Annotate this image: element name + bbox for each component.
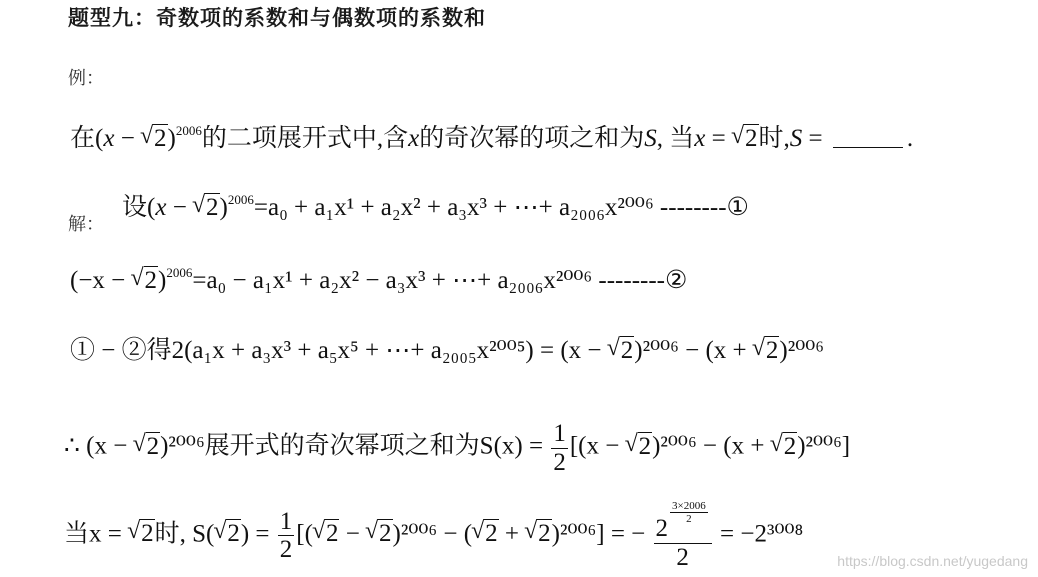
problem-eq1: = — [705, 125, 732, 152]
eq5-result: = −2³⁰⁰⁸ — [713, 520, 804, 548]
frac-numerator: 1 — [279, 507, 293, 535]
equation-2 — [70, 266, 687, 293]
problem-S: S — [644, 125, 657, 152]
eq3-lead: ① − ②得2(a₁x + a₃x³ + a₅x⁵ + ⋯+ a₂₀₀₅x²⁰⁰⁵) = (x − — [70, 337, 608, 364]
sqrt-symbol — [314, 521, 340, 546]
eq2-exp: 2006 — [166, 265, 193, 280]
answer-blank — [833, 147, 903, 148]
section-title: 题型九：奇数项的系数和与偶数项的系数和 — [68, 6, 486, 30]
watermark: https://blog.csdn.net/yugedang — [837, 553, 1028, 569]
problem-text4: 时, — [758, 125, 790, 152]
eq4-sqrt2b: 2 — [638, 432, 652, 460]
eq5-eq: ) = — [240, 520, 276, 548]
sqrt-symbol — [627, 434, 653, 459]
fraction-power — [654, 500, 712, 571]
eq5-p2: − — [339, 520, 367, 548]
sqrt-symbol — [142, 126, 168, 151]
eq5-sqrt2f: 2 — [538, 520, 551, 548]
equation-3 — [70, 338, 824, 363]
eq1-rhs: =a₀ + a₁x¹ + a₂x² + a₃x³ + ⋯+ a₂₀₀₆x²⁰⁰⁶ --------① — [253, 194, 749, 221]
problem-prefix: 在( — [70, 125, 104, 152]
power-denominator: 2 — [676, 543, 689, 571]
fraction-half — [551, 420, 568, 476]
problem-minus: − — [114, 125, 142, 152]
sqrt-symbol — [194, 195, 220, 220]
problem-eq2: = — [802, 125, 829, 152]
frac-numerator: 1 — [553, 420, 566, 447]
example-label: 例： — [68, 68, 104, 89]
eq1-close: ) — [219, 194, 228, 221]
eq5-sqrt2e: 2 — [485, 520, 498, 548]
eq4-sqrt2c: 2 — [783, 432, 797, 460]
power-base: 2 — [655, 515, 669, 543]
eq5-lead: 当x = — [64, 520, 129, 548]
sqrt-symbol — [772, 434, 798, 459]
eq1-minus: − — [166, 194, 194, 221]
exp-denominator: 2 — [686, 513, 692, 526]
sqrt-symbol-2 — [733, 126, 759, 151]
sqrt-symbol — [135, 434, 161, 459]
eq4-tail3: )²⁰⁰⁶] — [797, 432, 851, 460]
sqrt-symbol — [367, 521, 393, 546]
problem-text3: , 当 — [656, 125, 695, 152]
fraction-half — [278, 508, 295, 564]
eq5-sqrt2b: 2 — [227, 520, 240, 548]
equation-1 — [122, 193, 749, 220]
sqrt-symbol — [754, 338, 780, 363]
eq4-tail1: [(x − — [569, 432, 626, 460]
problem-text1: 的二项展开式中,含 — [201, 125, 409, 152]
eq4-mid: )²⁰⁰⁶展开式的奇次幂项之和为S(x) = — [160, 432, 550, 460]
exponent-fraction — [670, 500, 708, 525]
solution-label: 解： — [68, 214, 104, 235]
problem-S2: S — [789, 125, 803, 152]
sqrt-symbol — [526, 521, 552, 546]
eq3-sqrt2b: 2 — [765, 337, 779, 364]
problem-text2: 的奇次幂的项之和为 — [419, 125, 645, 152]
eq1-lead: 设( — [122, 194, 156, 221]
eq3-sqrt2a: 2 — [620, 337, 634, 364]
problem-end: . — [906, 125, 914, 152]
power-numerator — [654, 500, 712, 544]
sqrt-symbol — [133, 268, 159, 293]
sqrt-symbol — [215, 521, 241, 546]
eq1-sqrt2: 2 — [206, 194, 219, 221]
eq5-p4: + — [498, 520, 526, 548]
sqrt-symbol — [129, 521, 155, 546]
eq2-rhs: =a₀ − a₁x¹ + a₂x² − a₃x³ + ⋯+ a₂₀₀₆x²⁰⁰⁶ --------② — [192, 267, 688, 294]
eq5-mid: 时, S( — [154, 520, 215, 548]
eq4-lead: ∴ (x − — [64, 432, 134, 460]
eq5-p3: )²⁰⁰⁶ − ( — [392, 520, 473, 548]
problem-close: ) — [167, 125, 176, 152]
problem-statement — [70, 124, 913, 151]
eq1-exp: 2006 — [227, 192, 254, 207]
eq3-mid: )²⁰⁰⁶ − (x + — [634, 337, 753, 364]
eq5-sqrt2c: 2 — [325, 520, 339, 548]
eq1-x: x — [155, 194, 167, 221]
eq4-tail2: )²⁰⁰⁶ − (x + — [652, 432, 771, 460]
sqrt-symbol — [609, 338, 635, 363]
sqrt-2: 2 — [154, 125, 167, 152]
eq4-sqrt2a: 2 — [146, 432, 160, 460]
problem-x2: x — [408, 125, 420, 152]
eq5-p5: )²⁰⁰⁶] = − — [551, 520, 652, 548]
eq2-close: ) — [158, 267, 167, 294]
problem-exponent: 2006 — [175, 123, 202, 138]
eq5-sqrt2a: 2 — [141, 520, 154, 548]
eq5-p1: [( — [296, 520, 313, 548]
eq5-sqrt2d: 2 — [379, 520, 392, 548]
sqrt-2b: 2 — [745, 125, 758, 152]
eq2-lead: (−x − — [70, 267, 132, 294]
exp-numerator: 3×2006 — [672, 500, 706, 512]
equation-4 — [64, 420, 850, 476]
sqrt-symbol — [473, 521, 499, 546]
eq2-sqrt2: 2 — [144, 267, 158, 294]
frac-denominator: 2 — [279, 536, 293, 564]
eq3-end: )²⁰⁰⁶ — [779, 337, 824, 364]
problem-x3: x — [694, 125, 706, 152]
frac-denominator: 2 — [553, 448, 566, 476]
problem-x: x — [103, 125, 115, 152]
equation-5 — [64, 500, 803, 571]
